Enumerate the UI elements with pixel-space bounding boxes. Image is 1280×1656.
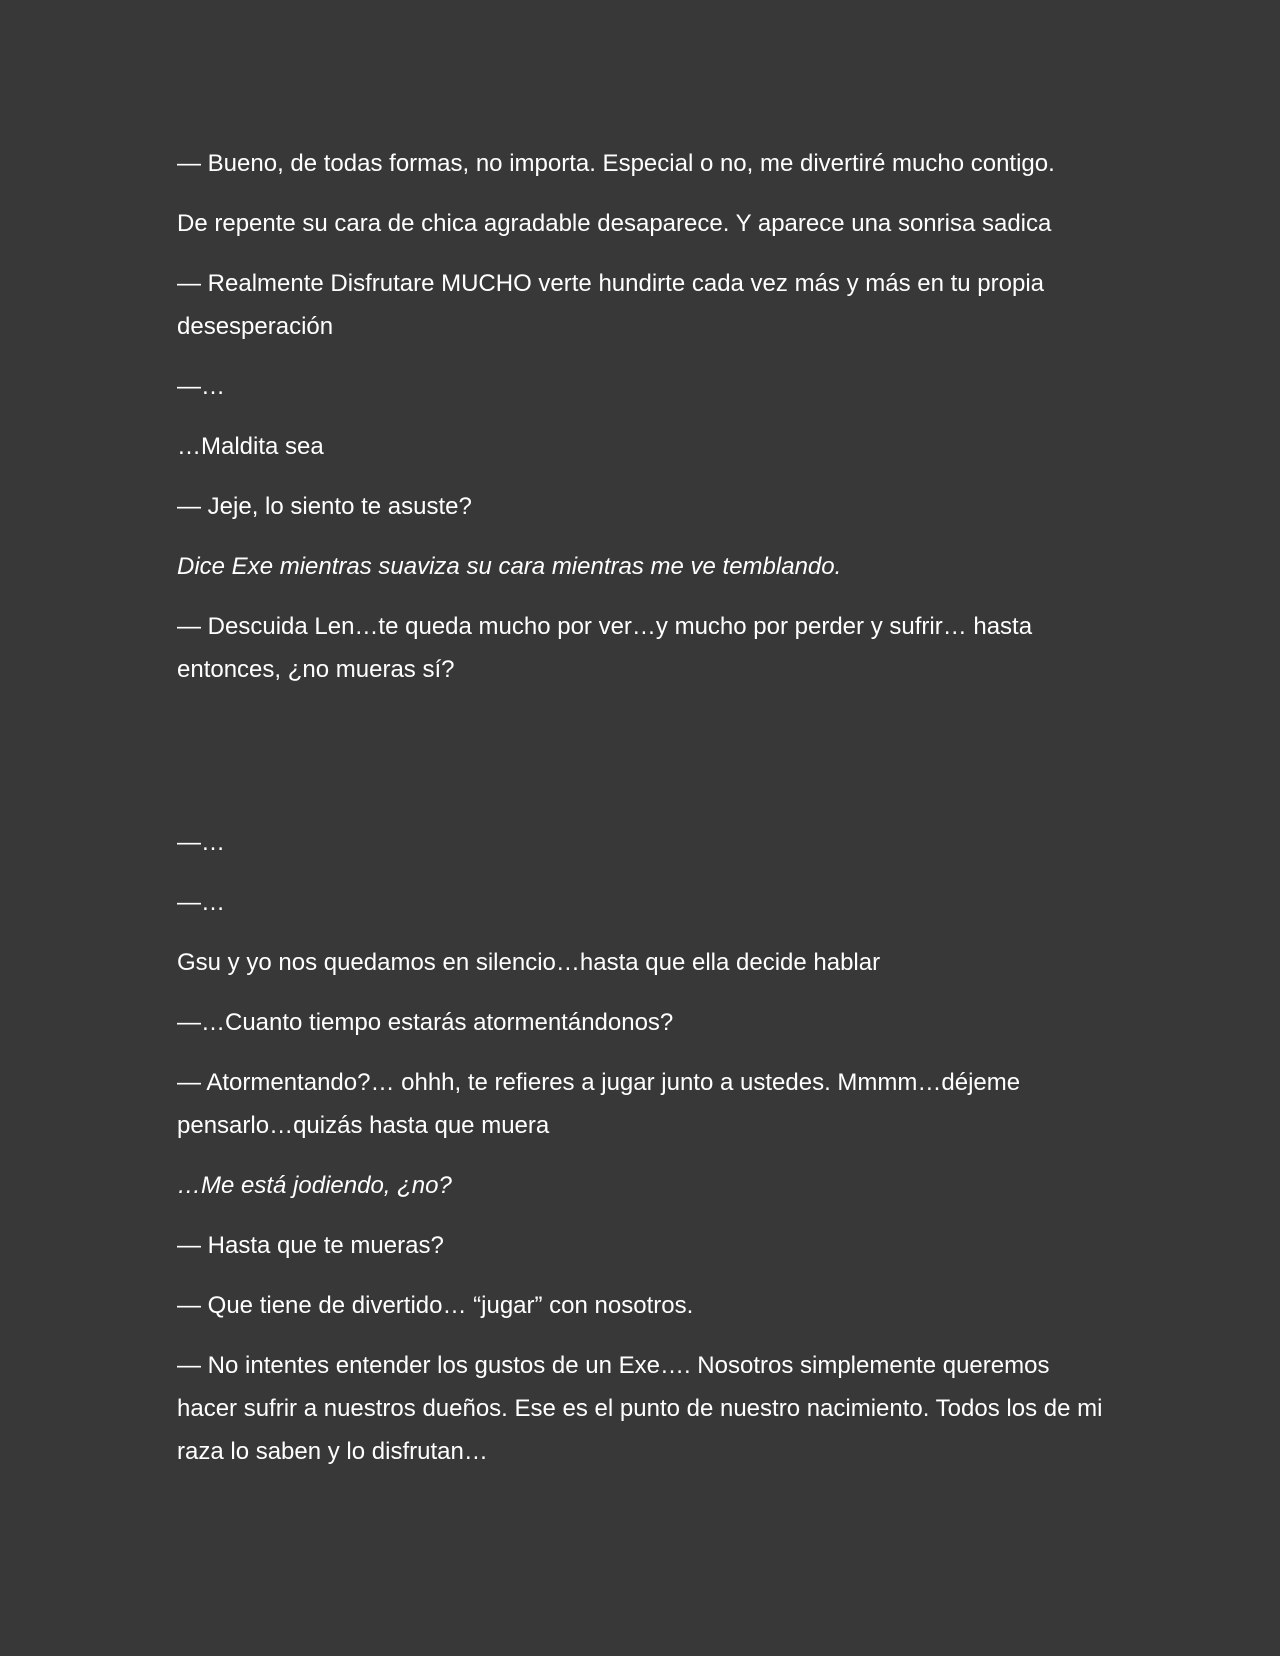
paragraph: —… [177, 829, 225, 856]
paragraph: …Maldita sea [177, 433, 324, 460]
paragraph: —… [177, 373, 225, 400]
paragraph: — Jeje, lo siento te asuste? [177, 493, 472, 520]
paragraph-italic: …Me está jodiendo, ¿no? [177, 1172, 452, 1199]
paragraph: — Descuida Len…te queda mucho por ver…y mucho por perder y sufrir… hasta entonces, ¿no mueras sí? [177, 613, 1033, 683]
paragraph: — Hasta que te mueras? [177, 1232, 444, 1259]
paragraph: — Bueno, de todas formas, no importa. Especial o no, me divertiré mucho contigo. [177, 150, 1055, 177]
paragraph: — Atormentando?… ohhh, te refieres a jugar junto a ustedes. Mmmm…déjeme pensarlo…quizás hasta que muera [177, 1069, 1021, 1139]
document-body [177, 142, 1107, 1490]
paragraph: — Que tiene de divertido… “jugar” con nosotros. [177, 1292, 694, 1319]
paragraph: — No intentes entender los gustos de un Exe…. Nosotros simplemente queremos hacer sufrir a nuestros dueños. Ese es el punto de nuestro nacimiento. Todos los de mi raza lo saben y lo disfrutan… [177, 1352, 1103, 1465]
paragraph: De repente su cara de chica agradable desaparece. Y aparece una sonrisa sadica [177, 210, 1052, 237]
paragraph: Gsu y yo nos quedamos en silencio…hasta que ella decide hablar [177, 949, 881, 976]
paragraph: —…Cuanto tiempo estarás atormentándonos? [177, 1009, 674, 1036]
section-gap [177, 708, 1107, 821]
paragraph: —… [177, 889, 225, 916]
paragraph: — Realmente Disfrutare MUCHO verte hundirte cada vez más y más en tu propia desesperación [177, 270, 1045, 340]
paragraph-italic: Dice Exe mientras suaviza su cara mientras me ve temblando. [177, 553, 842, 580]
